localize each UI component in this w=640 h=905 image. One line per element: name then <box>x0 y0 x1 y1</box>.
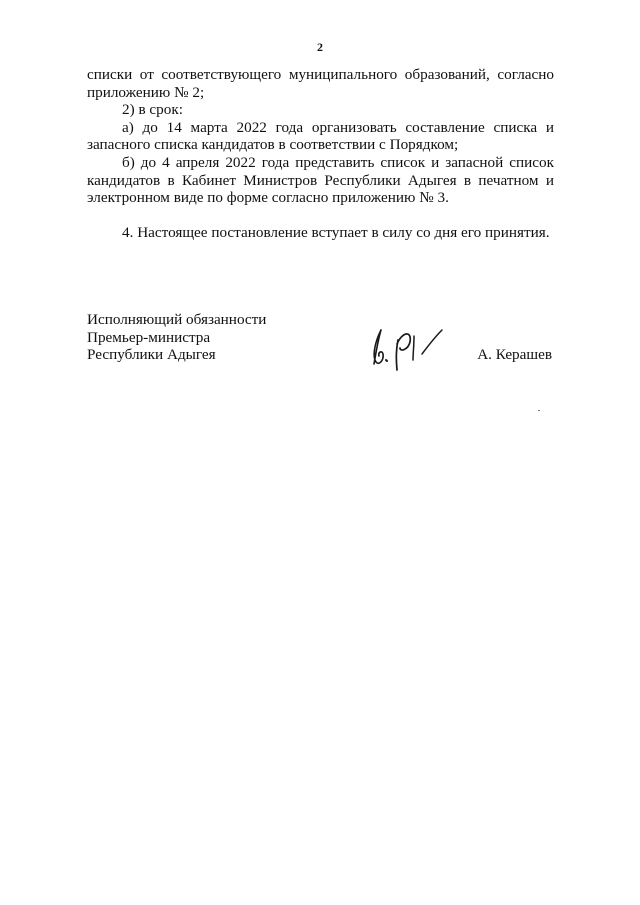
signer-name: А. Керашев <box>477 346 552 363</box>
paragraph-list-sources: списки от соответствующего муниципального образований, согласно <box>87 66 554 83</box>
paragraph-effective-date: 4. Настоящее постановление вступает в силу со дня его принятия. <box>122 224 550 242</box>
signatory-title-line: Премьер-министра <box>87 328 211 346</box>
signatory-title-line: Республики Адыгея <box>87 346 216 364</box>
signatory-title-line: Исполняющий обязанности <box>87 311 267 328</box>
paragraph-deadlines-heading: 2) в срок: <box>122 101 183 119</box>
handwritten-signature <box>370 322 450 372</box>
paragraph-deadline-a: а) до 14 марта 2022 года организовать составление списка и запасного списка кандидатов в соответствии с Порядком; <box>87 118 554 154</box>
scan-speck <box>538 410 540 411</box>
signatory-title <box>87 311 266 364</box>
document-body <box>87 66 554 242</box>
page-number: 2 <box>317 40 323 54</box>
paragraph-list-sources-end: приложению № 2; <box>87 83 205 101</box>
paragraph-deadline-b: б) до 4 апреля 2022 года представить список и запасной список кандидатов в Кабинет Министров Республики Адыгея в печатном и электронном виде по форме согласно приложению № 3. <box>87 153 554 207</box>
